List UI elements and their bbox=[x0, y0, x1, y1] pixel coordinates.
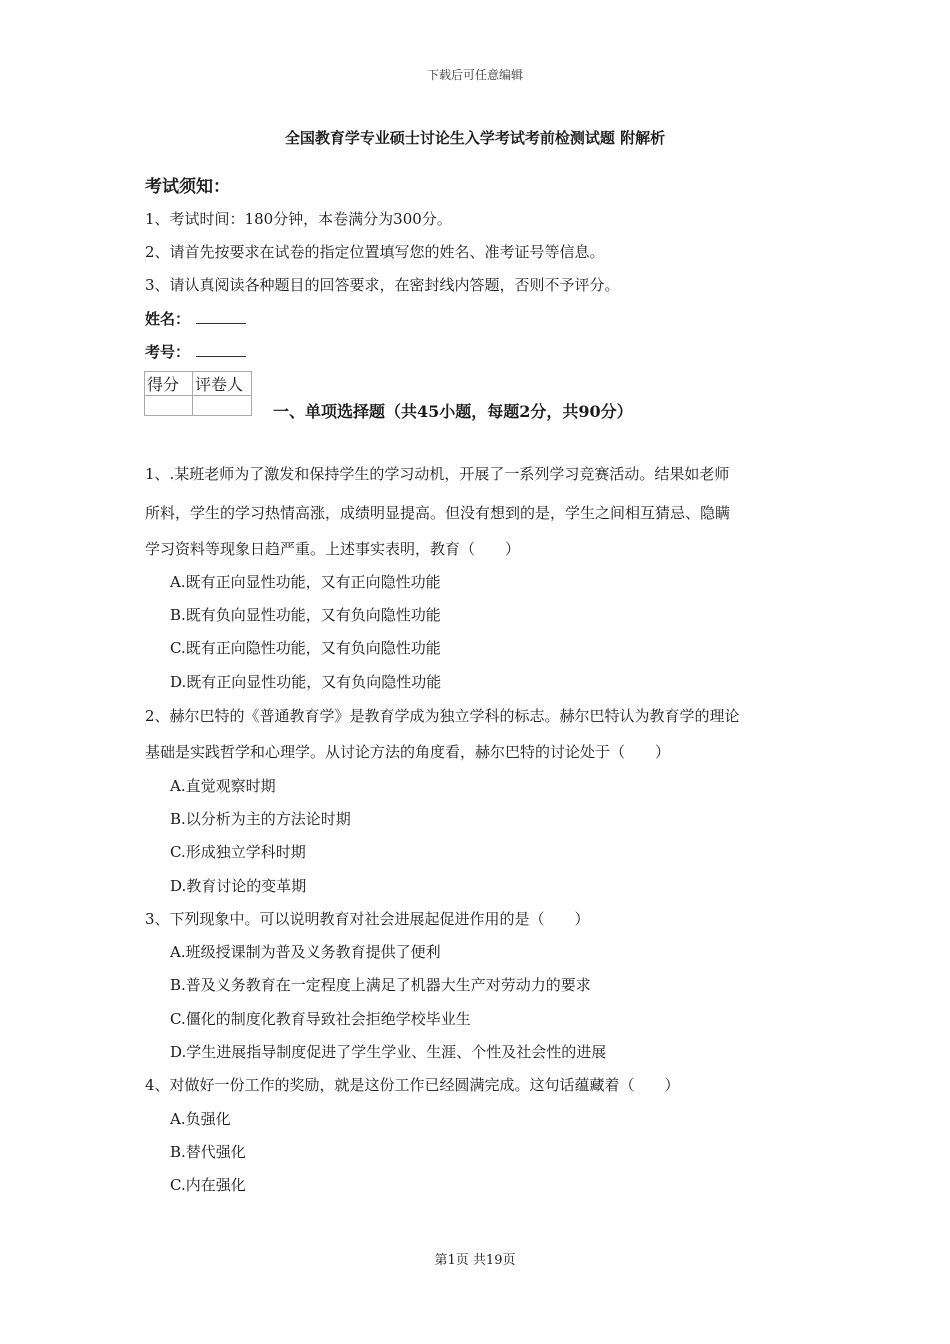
question-1-option-d: D.既有正向显性功能，又有负向隐性功能 bbox=[170, 673, 442, 691]
question-3-line-1: 3、下列现象中。可以说明教育对社会进展起促进作用的是（ ） bbox=[145, 910, 590, 928]
question-1-option-a: A.既有正向显性功能，又有正向隐性功能 bbox=[170, 573, 441, 591]
question-2-option-b: B.以分析为主的方法论时期 bbox=[170, 810, 351, 828]
notice-item-3: 3、请认真阅读各种题目的回答要求，在密封线内答题，否则不予评分。 bbox=[145, 276, 620, 294]
page-header-note: 下载后可任意编辑 bbox=[426, 68, 523, 82]
name-blank[interactable] bbox=[196, 309, 246, 324]
question-1-line-1: 1、.某班老师为了激发和保持学生的学习动机，开展了一系列学习竞赛活动。结果如老师 bbox=[145, 465, 730, 483]
score-table bbox=[144, 371, 252, 416]
question-1-option-b: B.既有负向显性功能，又有负向隐性功能 bbox=[170, 606, 441, 624]
question-3-option-c: C.僵化的制度化教育导致社会拒绝学校毕业生 bbox=[170, 1010, 471, 1028]
page-number: 第1页 共19页 bbox=[434, 1253, 516, 1268]
question-3-option-a: A.班级授课制为普及义务教育提供了便利 bbox=[170, 943, 441, 961]
section-title: 一、单项选择题（共45小题，每题2分，共90分） bbox=[273, 402, 633, 421]
question-3-option-b: B.普及义务教育在一定程度上满足了机器大生产对劳动力的要求 bbox=[170, 976, 591, 994]
question-1-line-3: 学习资料等现象日趋严重。上述事实表明，教育（ ） bbox=[145, 540, 521, 558]
question-2-option-c: C.形成独立学科时期 bbox=[170, 843, 306, 861]
question-1-option-c: C.既有正向隐性功能，又有负向隐性功能 bbox=[170, 639, 441, 657]
question-4-line-1: 4、对做好一份工作的奖励，就是这份工作已经圆满完成。这句话蕴藏着（ ） bbox=[145, 1076, 680, 1094]
score-header: 得分 bbox=[145, 372, 193, 396]
name-label: 姓名： bbox=[145, 310, 191, 328]
question-2-option-d: D.教育讨论的变革期 bbox=[170, 877, 307, 895]
grader-header: 评卷人 bbox=[193, 372, 252, 396]
document-title: 全国教育学专业硕士讨论生入学考试考前检测试题 附解析 bbox=[284, 129, 666, 147]
question-3-option-d: D.学生进展指导制度促进了学生学业、生涯、个性及社会性的进展 bbox=[170, 1043, 607, 1061]
exam-id-field bbox=[145, 341, 246, 362]
notice-heading: 考试须知： bbox=[145, 177, 230, 197]
exam-id-blank[interactable] bbox=[196, 342, 246, 357]
question-4-option-c: C.内在强化 bbox=[170, 1176, 246, 1194]
question-4-option-a: A.负强化 bbox=[170, 1110, 231, 1128]
score-cell bbox=[145, 396, 193, 416]
question-2-line-1: 2、赫尔巴特的《普通教育学》是教育学成为独立学科的标志。赫尔巴特认为教育学的理论 bbox=[145, 707, 740, 725]
grader-cell bbox=[193, 396, 252, 416]
question-2-option-a: A.直觉观察时期 bbox=[170, 777, 276, 795]
question-1-line-2: 所料，学生的学习热情高涨，成绩明显提高。但没有想到的是，学生之间相互猜忌、隐瞒 bbox=[145, 504, 731, 522]
question-2-line-2: 基础是实践哲学和心理学。从讨论方法的角度看，赫尔巴特的讨论处于（ ） bbox=[145, 743, 671, 761]
question-4-option-b: B.替代强化 bbox=[170, 1143, 246, 1161]
notice-item-1: 1、考试时间：180分钟，本卷满分为300分。 bbox=[145, 210, 452, 228]
exam-id-label: 考号： bbox=[145, 343, 191, 361]
notice-item-2: 2、请首先按要求在试卷的指定位置填写您的姓名、准考证号等信息。 bbox=[145, 243, 605, 261]
name-field bbox=[145, 308, 246, 329]
